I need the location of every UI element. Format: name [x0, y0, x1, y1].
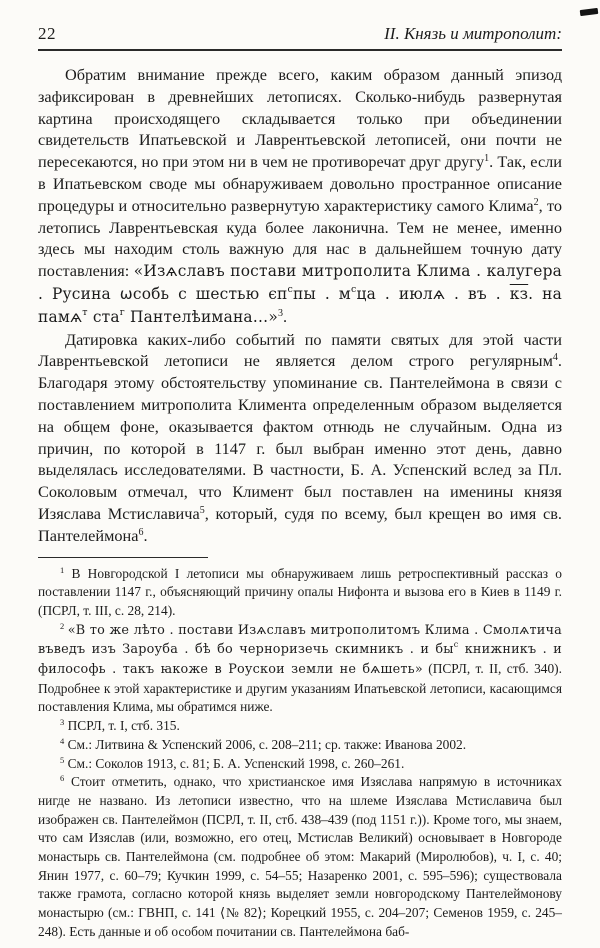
text-segment: , то летопись Лаврентьевская куда более лаконична. Тем не менее, именно здесь мы находим столь важную для нас в дальнейшем точную дату поставления:: [38, 195, 562, 281]
main-paragraph-1: [38, 64, 562, 329]
text-segment: ца . июлѧ . въ .: [356, 284, 510, 303]
main-text: [38, 64, 562, 547]
text-segment: .: [143, 525, 148, 545]
page-number: 22: [38, 24, 56, 43]
footnote-2: [38, 621, 562, 718]
text-segment: с: [287, 283, 294, 295]
footnote-ref: 5: [199, 504, 205, 516]
text-segment: , который, судя по всему, был крещен во имя св. Пантелеймона: [38, 503, 562, 545]
text-segment: с: [350, 283, 357, 295]
text-segment: См.: Соколов 1913, с. 81; Б. А. Успенский 1998, с. 260–261.: [64, 755, 405, 771]
footnote-ref: 3: [278, 307, 284, 319]
footnote-6: [38, 773, 562, 941]
text-segment: . Благодаря этому обстоятельству упоминание св. Пантелеймона в связи с поставлением митрополита Климента определенным образом выделяется на общем фоне, оказывается фактом отнюдь не случайным. Одна из причин, по которой в 1147 г. был выбран именно этот день, давно выделялась исследователями. В частности, Б. А. Успенский вслед за Пл. Соколовым отмечал, что Климент был поставлен на именины князя Изяслава Мстиславича: [38, 351, 562, 523]
footnote-separator: [38, 557, 208, 558]
footnotes: [38, 565, 562, 942]
text-segment: . на памѧ: [38, 284, 562, 326]
text-segment: В Новгородской I летописи мы обнаруживаем лишь ретроспективный рассказ о поставлении 1147 г., объясняющий причину опалы Нифонта и вызова его в Киев в 1149 г. (ПСРЛ, т. III, с. 28, 214).: [38, 565, 562, 618]
footnote-ref: 6: [60, 773, 65, 784]
text-segment: «Изѧславъ постави митрополита Клима . калугера . Русина ѡсобь с шестью єп: [38, 262, 563, 303]
text-segment: .: [283, 306, 288, 326]
text-segment: См.: Литвина & Успенский 2006, с. 208–211; ср. также: Иванова 2002.: [64, 736, 467, 752]
text-segment: ста: [87, 307, 120, 326]
text-segment: (ПСРЛ, т. II, стб. 340). Подробнее к этой характеристике и другим указаниям Ипатьевской летописи, касающимся поставления Клима, мы обратимся ниже.: [38, 661, 562, 715]
text-segment: г: [119, 306, 125, 318]
footnote-ref: 4: [552, 352, 558, 364]
running-title: II. Князь и митрополит:: [384, 24, 562, 43]
text-segment: пы . м: [293, 284, 351, 303]
text-segment: Обратим внимание прежде всего, каким образом данный эпизод зафиксирован в древнейших летописях. Сколько-нибудь развернутая картина происходящего складывается только при объединении свидетельств Ипатьевской и Лаврентьевской летописей, они почти не пересекаются, но при этом ни в чем не противоречат друг другу: [38, 65, 562, 172]
footnote-ref: 4: [60, 735, 65, 746]
page-header: [38, 24, 562, 51]
footnote-ref: 3: [60, 717, 65, 728]
text-segment: Стоит отметить, однако, что христианское имя Изяслава напрямую в источниках нигде не названо. Из летописи известно, что на шлеме Изяслава Мстиславича был изображен св. Пантелеймон (ПСРЛ, т. II, стб. 438–439 (под 1151 г.)). Кроме того, мы знаем, что сам Изяслав (или, возможно, его отец, Мстислав Великий) основывает в Новгороде монастырь св. Пантелеймона (см. подробнее об этом: Макарий (Миролюбов), ч. I, с. 40; Янин 1977, с. 60–79; Кучкин 1999, с. 54–55; Назаренко 2001, с. 595–596); существовала также грамота, согласно которой князь выделяет земли новгородскому Пантелеймонову монастырю (см.: ГВНП, с. 141 ⟨№ 82⟩; Корецкий 1955, с. 204–207; Семенов 1959, с. 245–248). Есть данные и об особом почитании св. Пантелеймона баб-: [38, 774, 562, 939]
footnote-ref: 6: [138, 526, 144, 538]
text-segment: кз: [509, 284, 529, 303]
footnote-5: [38, 755, 562, 774]
text-segment: т: [82, 306, 88, 318]
ink-mark: [580, 8, 599, 16]
footnote-3: [38, 717, 562, 736]
text-segment: ПСРЛ, т. I, стб. 315.: [64, 718, 180, 734]
text-segment: с: [453, 640, 459, 650]
footnote-ref: 1: [60, 564, 65, 575]
text-segment: книжникъ . и философь . такъ ꙗкоже в Роускои земли не бѧшеть»: [38, 642, 562, 678]
text-segment: . Так, если в Ипатьевском своде мы обнаруживаем довольно пространное описание процедуры и относительно развернутую характеристику самого Клима: [38, 152, 563, 215]
main-paragraph-2: [38, 329, 562, 547]
footnote-ref: 1: [484, 153, 490, 165]
footnote-1: [38, 565, 562, 621]
footnote-ref: 5: [60, 754, 65, 765]
footnote-ref: 2: [60, 620, 65, 631]
text-segment: «В то же лѣто . постави Изѧславъ митрополитомъ Клима . Смолѧтича въведъ изъ Зароуба . бѣ бо черноризечь скимникъ . и бы: [38, 622, 562, 658]
footnote-4: [38, 736, 562, 755]
footnote-ref: 2: [533, 196, 539, 208]
text-segment: Пантелѣимана…»: [124, 307, 279, 326]
text-segment: Датировка каких-либо событий по памяти святых для этой части Лаврентьевской летописи не является делом строго регулярным: [38, 329, 562, 371]
